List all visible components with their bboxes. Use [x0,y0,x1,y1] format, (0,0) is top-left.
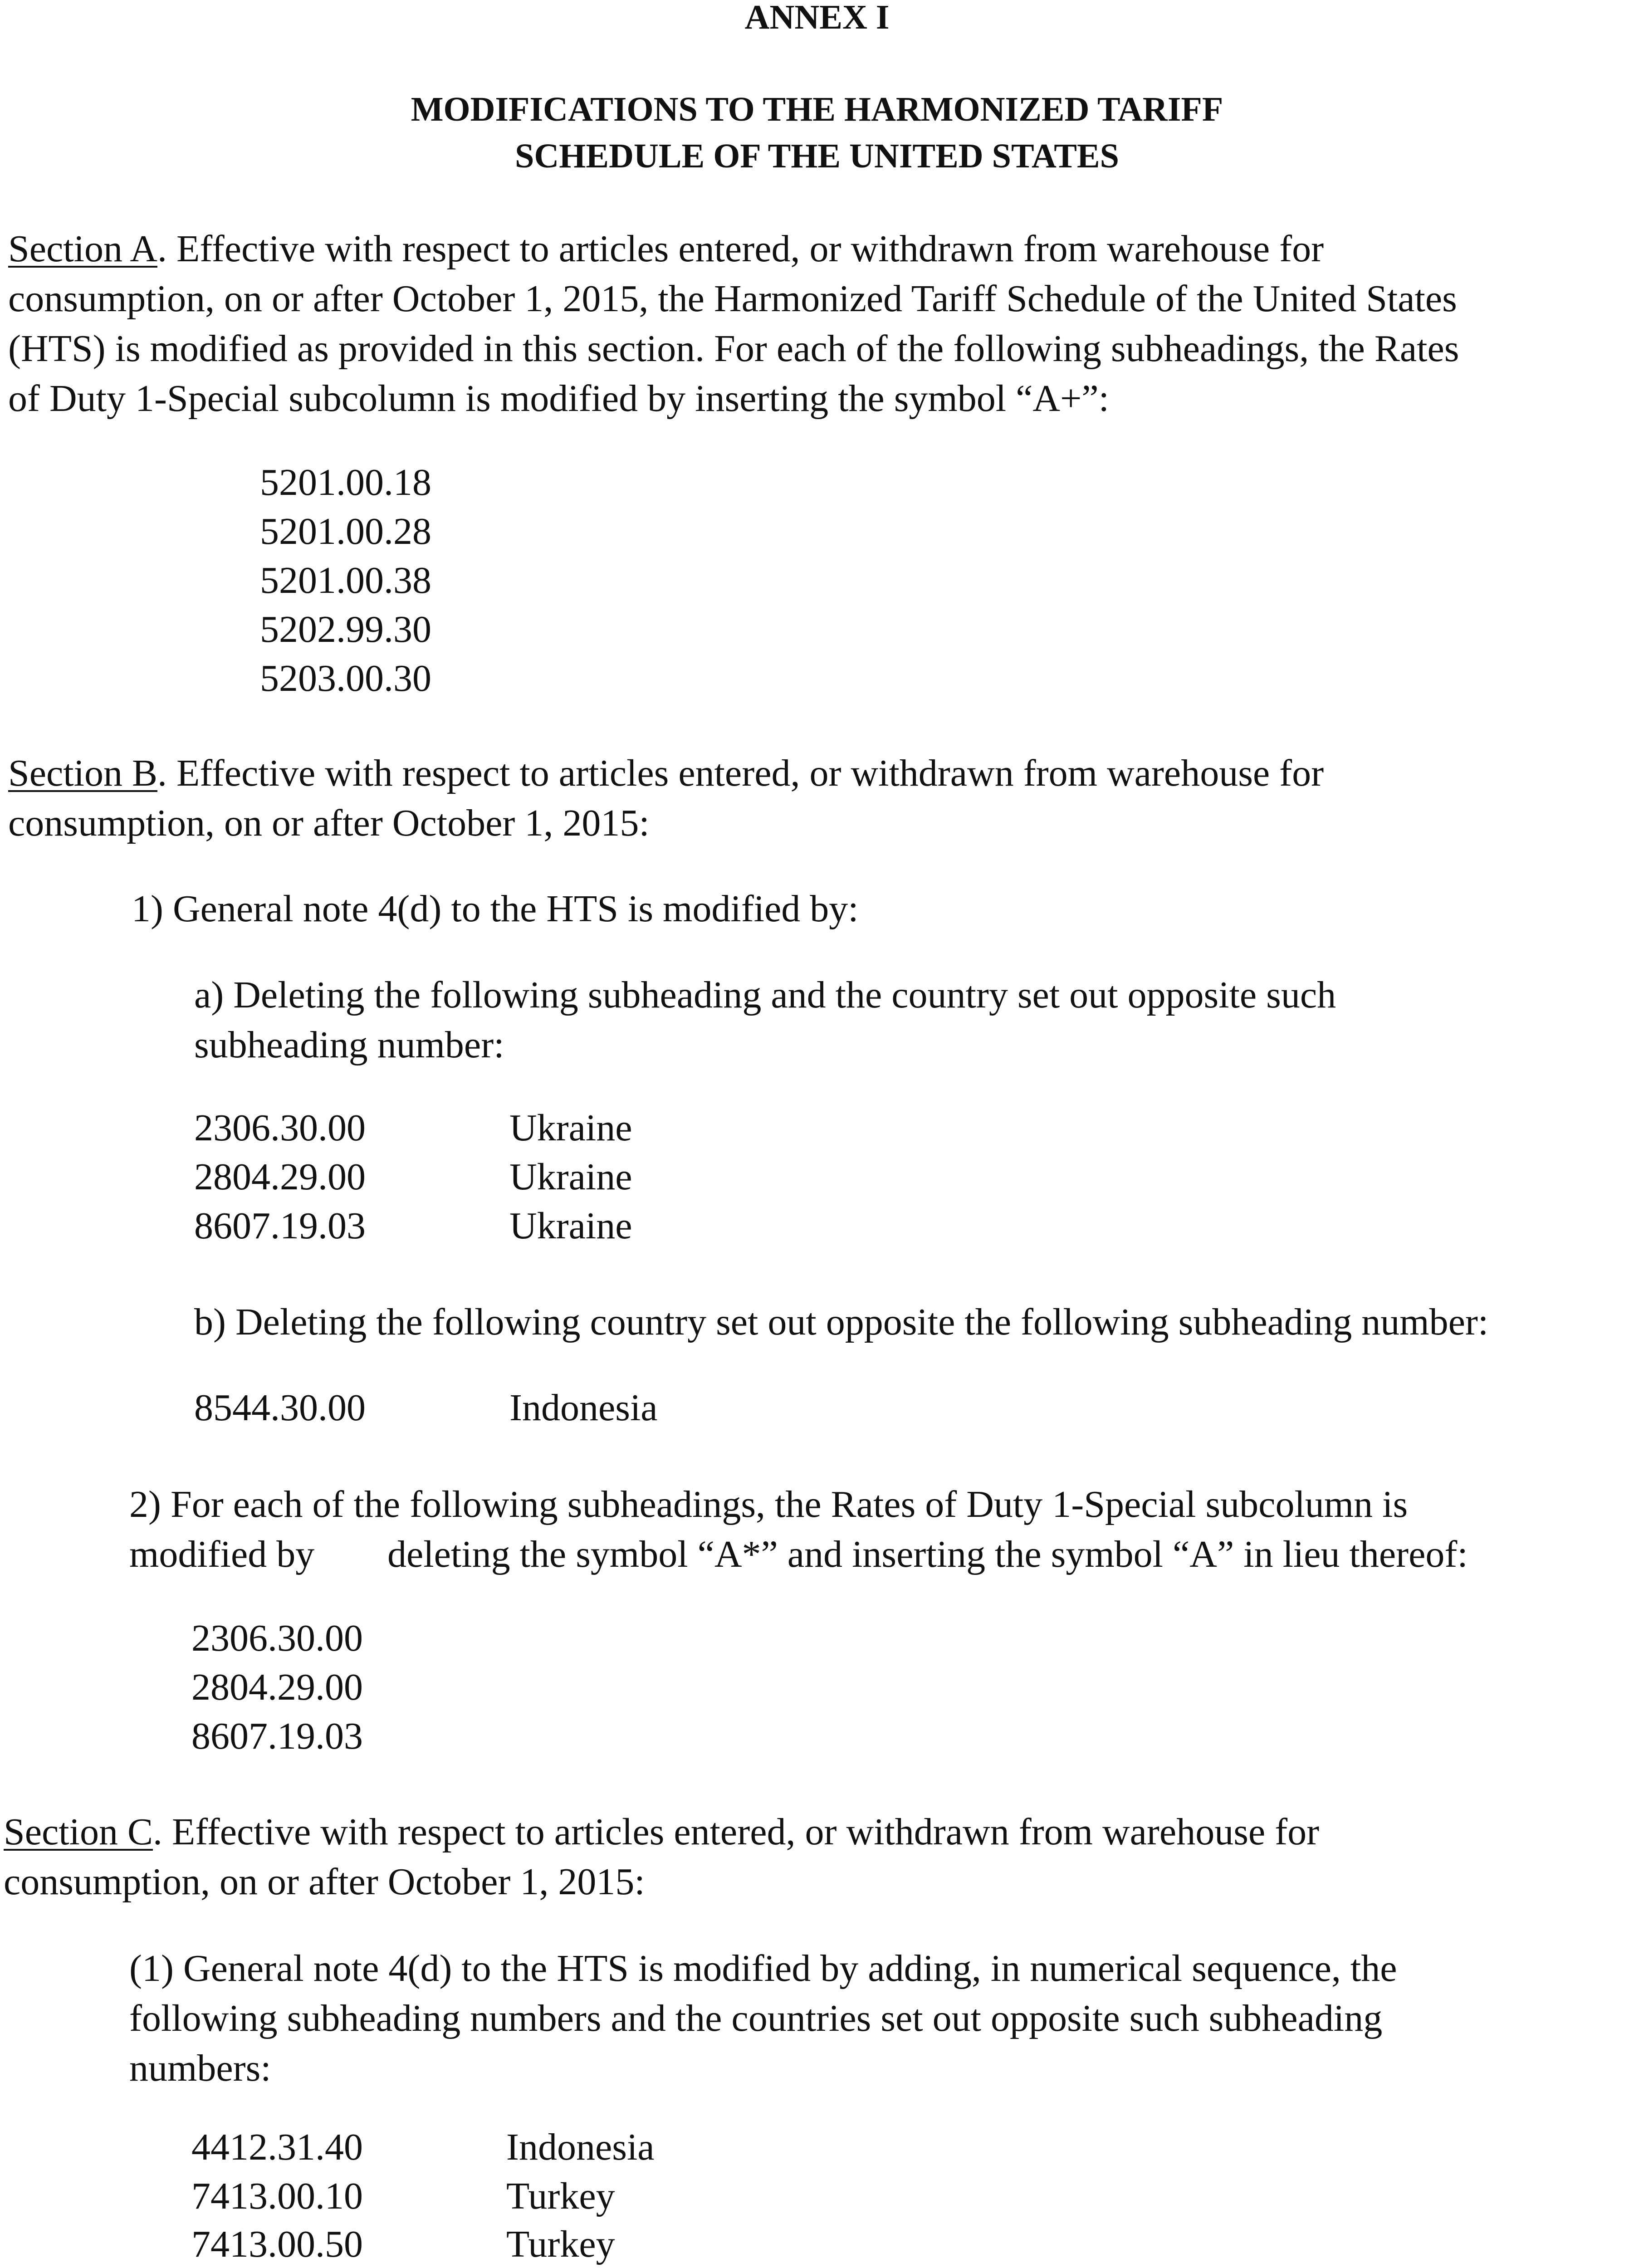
table-row-country: Indonesia [509,1387,658,1429]
section-c-item-1-line-3: numbers: [129,2047,271,2089]
section-c-line-1-text: . Effective with respect to articles entered, or withdrawn from warehouse for [153,1811,1320,1853]
table-row-code: 7413.00.50 [191,2223,363,2265]
section-c-line-2: consumption, on or after October 1, 2015: [4,1861,645,1903]
table-row-country: Ukraine [509,1107,632,1149]
section-a-line-2: consumption, on or after October 1, 2015, the Harmonized Tariff Schedule of the United States [8,278,1457,320]
section-a-subheading: 5203.00.30 [260,657,431,699]
section-b-item-2-line-2b: deleting the symbol “A*” and inserting the symbol “A” in lieu thereof: [387,1533,1468,1575]
table-row-country: Ukraine [509,1205,632,1247]
section-b-label: Section B [8,752,157,794]
section-b-item-1b: b) Deleting the following country set out opposite the following subheading number: [194,1301,1489,1343]
section-b-item-2-code: 2804.29.00 [191,1666,363,1708]
table-row-code: 8544.30.00 [194,1387,366,1429]
section-b-line-1-text: . Effective with respect to articles entered, or withdrawn from warehouse for [157,752,1324,794]
section-b-item-2-code: 2306.30.00 [191,1617,363,1659]
table-row-code: 2306.30.00 [194,1107,366,1149]
section-b-line-2: consumption, on or after October 1, 2015: [8,802,650,844]
section-c-label: Section C [4,1811,153,1853]
section-b-item-2-line-1: 2) For each of the following subheadings, the Rates of Duty 1-Special subcolumn is [129,1483,1408,1525]
section-a-line-1 [8,230,1324,268]
section-b-item-1: 1) General note 4(d) to the HTS is modified by: [132,888,859,930]
section-b-line-1 [8,754,1324,792]
section-a-line-4: of Duty 1-Special subcolumn is modified by inserting the symbol “A+”: [8,377,1110,420]
table-row-code: 7413.00.10 [191,2175,363,2217]
section-b-item-2-code: 8607.19.03 [191,1715,363,1757]
section-a-line-3: (HTS) is modified as provided in this section. For each of the following subheadings, the Rates [8,327,1459,370]
section-a-label: Section A [8,228,157,270]
section-c-line-1 [4,1813,1319,1851]
heading-line-2: SCHEDULE OF THE UNITED STATES [515,137,1119,175]
section-c-item-1-line-1: (1) General note 4(d) to the HTS is modified by adding, in numerical sequence, the [129,1947,1397,1989]
table-row-code: 8607.19.03 [194,1205,366,1247]
table-row-country: Turkey [506,2223,615,2265]
section-c-item-1-line-2: following subheading numbers and the countries set out opposite such subheading [129,1997,1383,2039]
section-b-item-1a-line-2: subheading number: [194,1024,504,1066]
section-a-subheading: 5201.00.38 [260,559,431,601]
annex-title: ANNEX I [744,0,890,36]
section-a-subheading: 5201.00.28 [260,510,431,552]
table-row-country: Ukraine [509,1156,632,1198]
section-a-subheading: 5202.99.30 [260,608,431,650]
section-a-line-1-text: . Effective with respect to articles entered, or withdrawn from warehouse for [157,228,1324,270]
section-b-item-1a-line-1: a) Deleting the following subheading and the country set out opposite such [194,974,1336,1016]
table-row-code: 2804.29.00 [194,1156,366,1198]
heading-line-1: MODIFICATIONS TO THE HARMONIZED TARIFF [411,90,1223,128]
section-a-subheading: 5201.00.18 [260,461,431,503]
table-row-code: 4412.31.40 [191,2126,363,2168]
table-row-country: Indonesia [506,2126,655,2168]
table-row-country: Turkey [506,2175,615,2217]
section-b-item-2-line-2a: modified by [129,1533,315,1575]
